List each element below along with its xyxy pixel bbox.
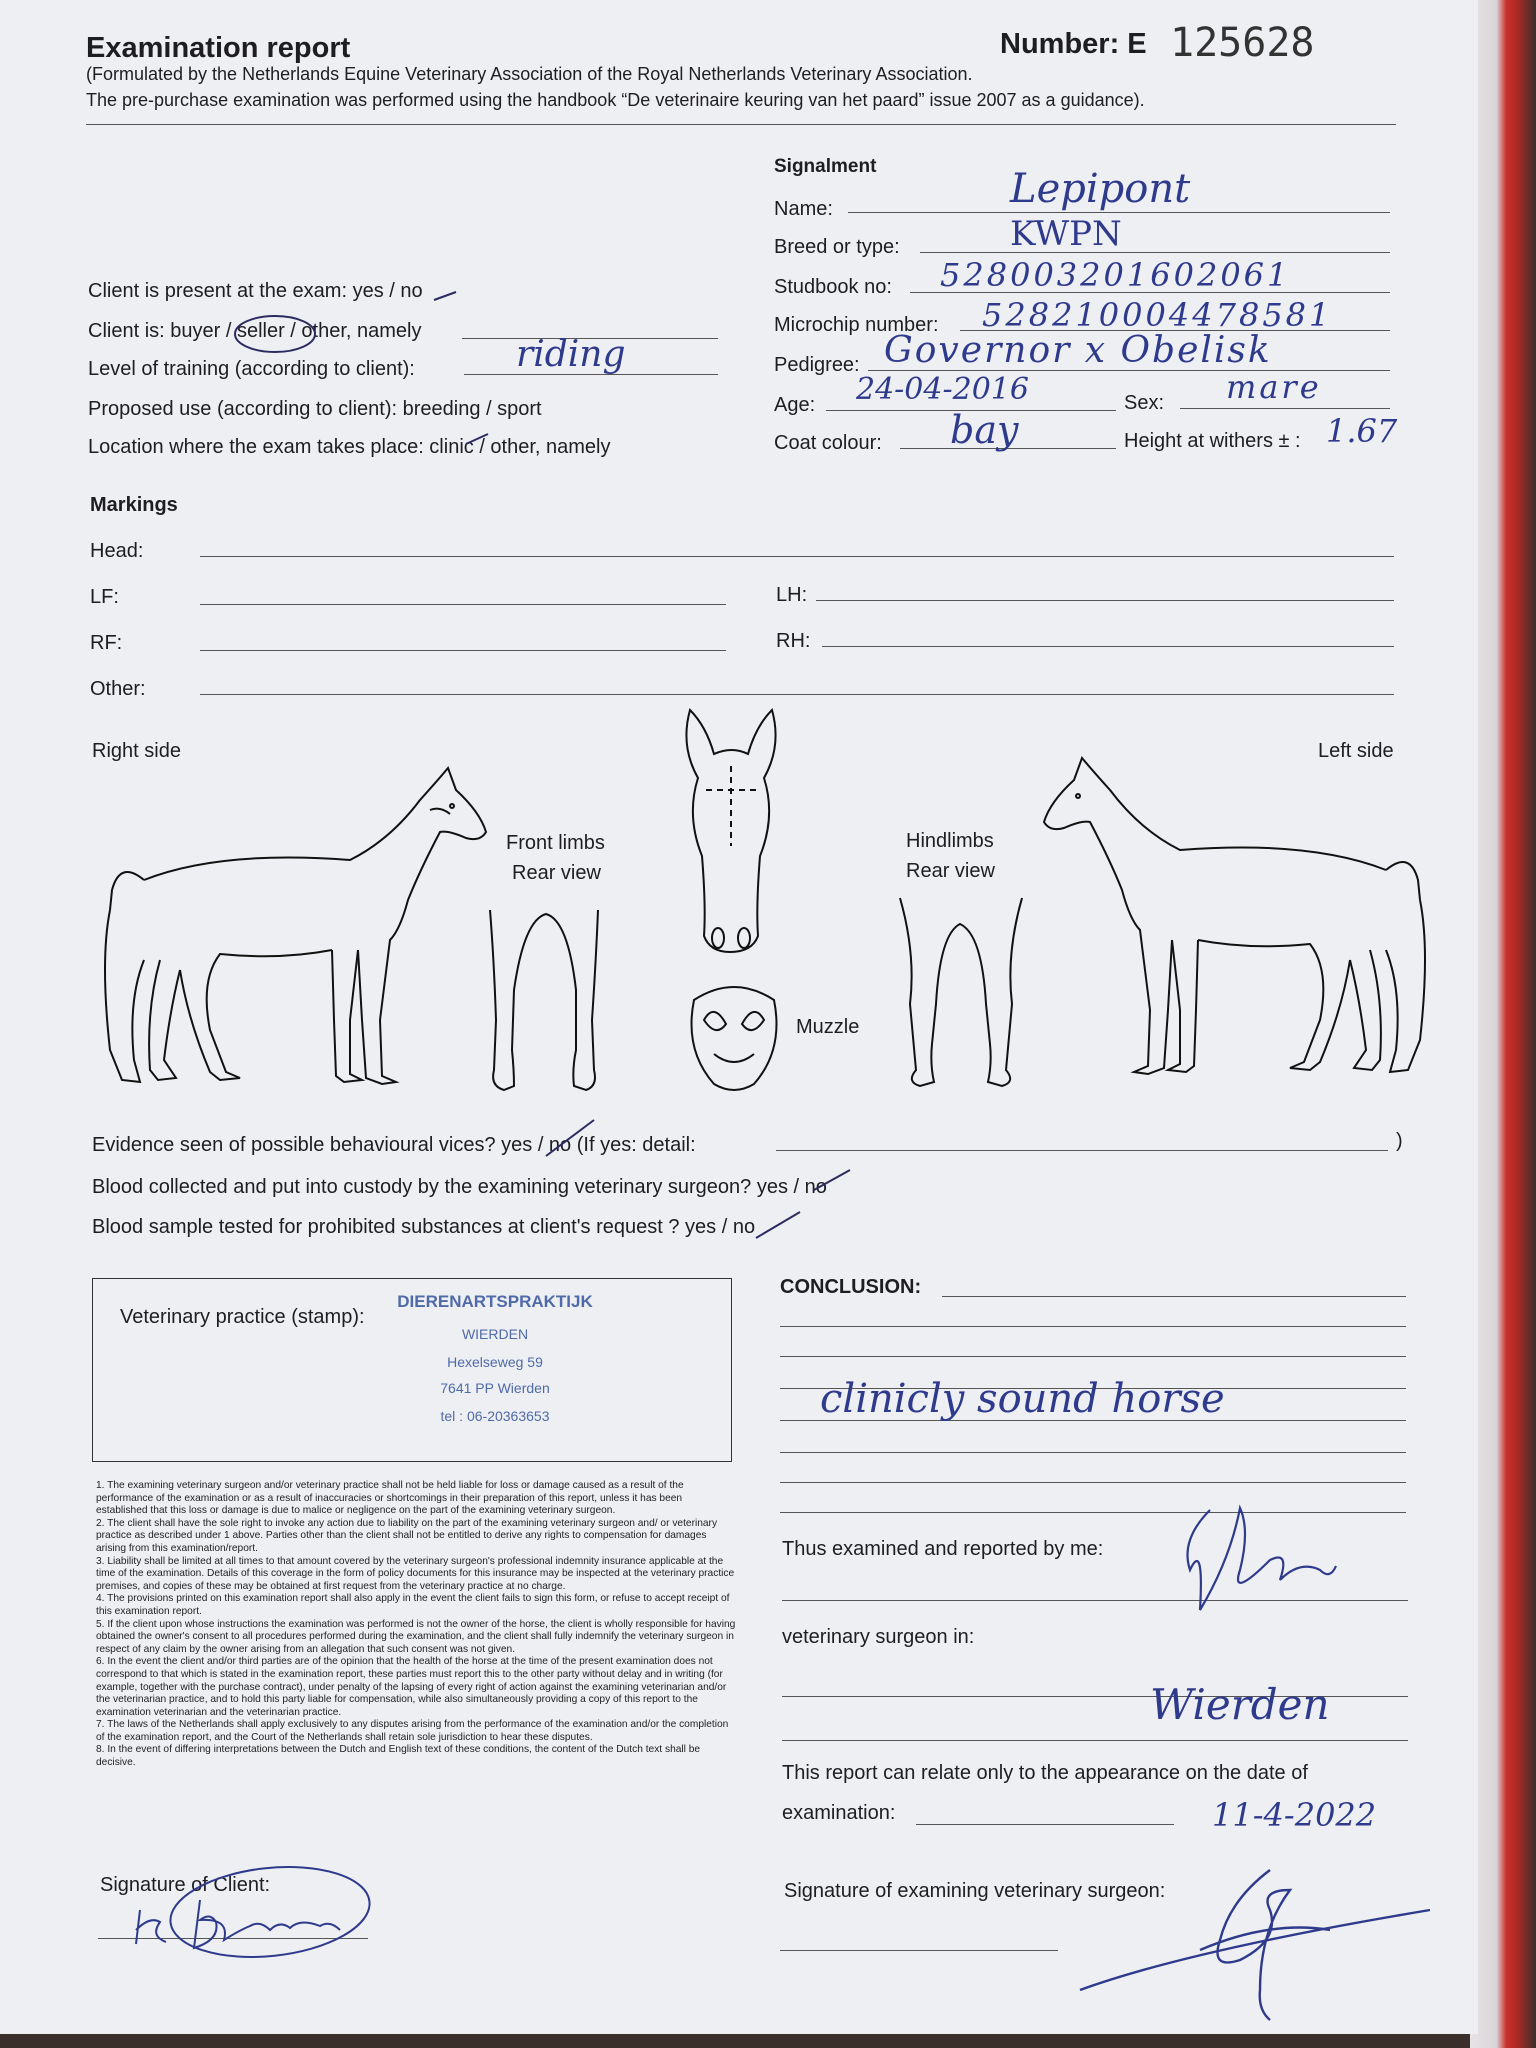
muzzle-label: Muzzle — [796, 1016, 860, 1038]
breed-label: Breed or type: — [774, 236, 900, 258]
microchip-value[interactable]: 528210004478581 — [982, 296, 1333, 334]
term-item: 4. The provisions printed on this examination report shall also apply in the event the client fails to sign this form, or refuse to accept receipt of this examination report. — [96, 1593, 730, 1617]
examiner-signature[interactable] — [1170, 1500, 1350, 1640]
client-signature-label: Signature of Client: — [100, 1874, 271, 1896]
client-is-label: Client is: buyer / seller / other, namely — [88, 320, 422, 342]
surgeon-in-value[interactable]: Wierden — [1150, 1680, 1330, 1729]
report-number: 125628 — [1170, 20, 1315, 66]
term-item: 3. Liability shall be limited at all times to that amount covered by the veterinary surgeon's professional indemnity insurance applicable at the time of the examination. Details of this coverage in the form of policy documents for this insurance may be inspected at the veterinary practice premises, and copies of these may be obtained at first request from the veterinary practice at no charge. — [96, 1555, 735, 1592]
height-label: Height at withers ± : — [1124, 430, 1301, 452]
stamp-line-3: Hexelseweg 59 — [447, 1354, 543, 1370]
exam-date-line — [916, 1824, 1174, 1825]
other-label: Other: — [90, 678, 146, 700]
exam-date-value[interactable]: 11-4-2022 — [1212, 1796, 1377, 1834]
sex-value[interactable]: mare — [1226, 368, 1322, 406]
term-item: 5. If the client upon whose instructions the examination was performed is not the owner of the horse, the client is wholly responsible for having obtained the owner's consent to all procedures performed during the examination, and the client shall fully indemnify the veterinary surgeon in respect of any claim by the owner arising from an allegation that such consent was not given. — [96, 1618, 736, 1655]
conclusion-line-2 — [780, 1326, 1406, 1327]
location-label: Location where the exam takes place: clinic / other, namely — [88, 436, 611, 458]
conclusion-line-7 — [780, 1482, 1406, 1483]
surgeon-in-label: veterinary surgeon in: — [782, 1626, 975, 1648]
vet-signature-label: Signature of examining veterinary surgeon: — [784, 1880, 1166, 1902]
number-label: Number: E — [1000, 28, 1147, 60]
markings-heading: Markings — [90, 494, 178, 516]
subtitle-line-1: (Formulated by the Netherlands Equine Veterinary Association of the Royal Netherlands Veterinary Association. — [86, 64, 973, 84]
form-title: Examination report — [86, 32, 351, 64]
vices-close-paren: ) — [1396, 1130, 1403, 1152]
microchip-label: Microchip number: — [774, 314, 939, 336]
age-value[interactable]: 24-04-2016 — [856, 372, 1029, 407]
stamp-line-2: WIERDEN — [461, 1326, 529, 1342]
rh-label: RH: — [776, 630, 811, 652]
breed-value[interactable]: KWPN — [1010, 214, 1122, 254]
subtitle-line-2: The pre-purchase examination was performed using the handbook “De veterinaire keuring van het paard” issue 2007 as a guidance). — [86, 90, 1145, 110]
coat-colour-value[interactable]: bay — [950, 408, 1019, 452]
term-item: 2. The client shall have the sole right to invoke any action due to liability on the part of the examining veterinary surgeon and/ or veterinary practice as described under 1 above. Parties other than the client shall not be entitled to derive any rights to compensation for damages arising from this examination/report. — [96, 1517, 718, 1554]
hind-limbs-label: Hindlimbs — [906, 830, 994, 852]
term-item: 7. The laws of the Netherlands shall apply exclusively to any disputes arising from the performance of the examination and/or the completion of the examination report, and the Court of the Netherlands shall retain sole jurisdiction to hear these disputes. — [96, 1719, 729, 1743]
stamp-label: Veterinary practice (stamp): — [120, 1306, 365, 1328]
proposed-use-label: Proposed use (according to client): breeding / sport — [88, 398, 542, 420]
lh-label: LH: — [776, 584, 808, 606]
age-label: Age: — [774, 394, 816, 416]
training-value[interactable]: riding — [516, 334, 626, 375]
surgeon-in-line-2 — [782, 1740, 1408, 1741]
pedigree-label: Pedigree: — [774, 354, 860, 376]
left-side-label: Left side — [1318, 740, 1394, 762]
conclusion-line-3 — [780, 1356, 1406, 1357]
front-limbs-rear-view-label: Rear view — [512, 862, 601, 884]
stamp-line-1: DIERENARTSPRAKTIJK — [397, 1292, 593, 1311]
signalment-heading: Signalment — [774, 156, 877, 177]
conclusion-line-6 — [780, 1452, 1406, 1453]
term-item: 6. In the event the client and/or third parties are of the opinion that the health of the horse at the time of the present examination does not correspond to that which is stated in the examination report, these parties must report this to the other party without delay and in writing (for example, together with the purchase contract), under penalty of the lapsing of every right of action against the examining veterinarian and/or the veterinarian practice, and to hold this party liable for compensation, while also simultaneously providing a copy of this report to the examination veterinarian and the veterinarian practice. — [96, 1656, 727, 1718]
page-edge — [1470, 0, 1536, 2048]
lf-label: LF: — [90, 586, 119, 608]
conclusion-value[interactable]: clinicly sound horse — [820, 1376, 1225, 1422]
head-label: Head: — [90, 540, 144, 562]
height-value[interactable]: 1.67 — [1326, 412, 1398, 450]
stamp-line-5: tel : 06-20363653 — [440, 1408, 550, 1424]
rf-label: RF: — [90, 632, 123, 654]
conclusion-line-1 — [942, 1296, 1406, 1297]
hind-limbs-rear-view-label: Rear view — [906, 860, 995, 882]
term-item: 1. The examining veterinary surgeon and/or veterinary practice shall not be held liable for loss or damage caused as a result of the performance of the examination or as a result of inaccuracies or shortcomings in their preparation of this report, unless it has been established that this loss or damage is due to malice or negligence on the part of the examining veterinary surgeon. — [96, 1480, 684, 1517]
client-present-label: Client is present at the exam: yes / no — [88, 280, 423, 302]
studbook-value[interactable]: 528003201602061 — [940, 256, 1291, 294]
terms-and-conditions — [96, 1480, 736, 1770]
name-label: Name: — [774, 198, 833, 220]
stamp-line-4: 7641 PP Wierden — [440, 1380, 550, 1396]
report-relate-label: This report can relate only to the appearance on the date of — [782, 1762, 1308, 1784]
right-side-label: Right side — [92, 740, 181, 762]
studbook-label: Studbook no: — [774, 276, 892, 298]
name-value[interactable]: Lepipont — [1010, 166, 1191, 212]
pedigree-value[interactable]: Governor x Obelisk — [884, 330, 1272, 371]
exam-date-label: examination: — [782, 1802, 896, 1824]
vet-signature[interactable] — [1070, 1850, 1440, 2030]
term-item: 8. In the event of differing interpretations between the Dutch and English text of these conditions, the content of the Dutch text shall be decisive. — [96, 1744, 701, 1769]
vet-signature-line — [780, 1950, 1058, 1951]
examined-by-label: Thus examined and reported by me: — [782, 1538, 1104, 1560]
client-signature[interactable] — [120, 1860, 380, 1970]
training-label: Level of training (according to client): — [88, 358, 415, 380]
vices-question: Evidence seen of possible behavioural vices? yes / no (If yes: detail: — [92, 1134, 696, 1156]
front-limbs-label: Front limbs — [506, 832, 605, 854]
conclusion-label: CONCLUSION: — [780, 1276, 922, 1298]
sex-label: Sex: — [1124, 392, 1165, 414]
blood-custody-question: Blood collected and put into custody by the examining veterinary surgeon? yes / no — [92, 1176, 827, 1198]
blood-tested-question: Blood sample tested for prohibited substances at client's request ? yes / no — [92, 1216, 756, 1238]
coat-colour-label: Coat colour: — [774, 432, 882, 454]
